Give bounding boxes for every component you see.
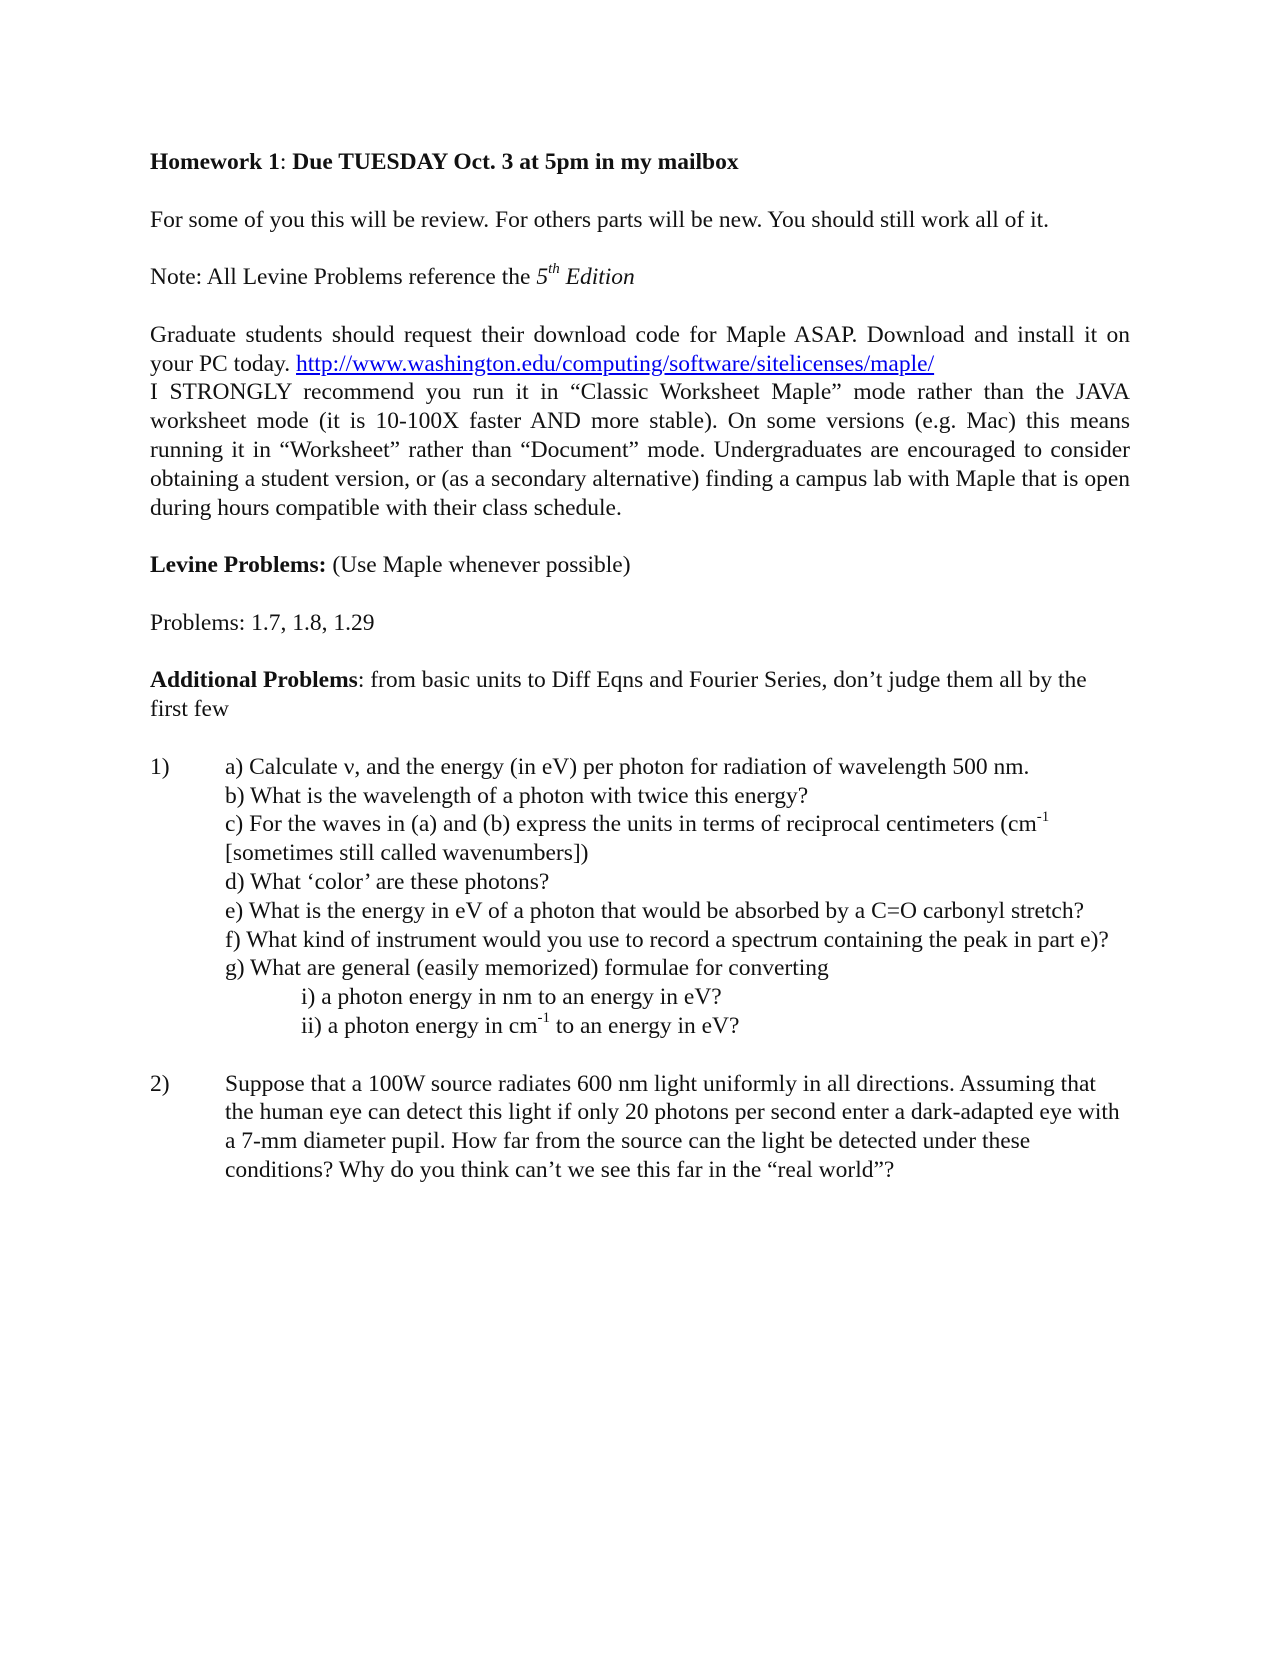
maple-paragraph: [150, 321, 1130, 523]
additional-problems: [150, 666, 1130, 724]
homework-title: [150, 148, 1130, 177]
problems-list: Problems: 1.7, 1.8, 1.29: [150, 609, 375, 636]
problem-1-number: 1): [150, 753, 170, 780]
edition-note: [150, 263, 1130, 292]
title-lead: Homework 1: [150, 149, 280, 175]
additional-text: : from basic units to Diff Eqns and Fourier Series, don’t judge them all by the first few: [150, 667, 1087, 723]
problem-2: [150, 1070, 1130, 1185]
problem-1b: b) What is the wavelength of a photon with twice this energy?: [225, 782, 809, 809]
problem-1g-i: i) a photon energy in nm to an energy in eV?: [301, 984, 722, 1011]
problem-1g-ii-sup: -1: [537, 1010, 550, 1027]
problem-1g-ii-pre: ii) a photon energy in cm: [301, 1012, 538, 1039]
maple-line1: Graduate students should request their download code for Maple ASAP. Download and install it on your PC today.: [150, 321, 1130, 377]
title-colon: :: [279, 149, 287, 175]
document-page: [150, 148, 1130, 1185]
note-num: 5: [536, 264, 549, 291]
additional-label: Additional Problems: [150, 667, 358, 694]
problem-1c-sup: -1: [1036, 808, 1050, 825]
problem-1f: f) What kind of instrument would you use to record a spectrum containing the peak in part e)?: [225, 926, 1109, 953]
problem-1g-ii: [225, 1012, 1130, 1041]
problem-1g: g) What are general (easily memorized) formulae for converting: [225, 955, 829, 982]
levine-text: (Use Maple whenever possible): [326, 552, 631, 579]
note-prefix: Note: All Levine Problems reference the: [150, 264, 537, 291]
problem-1c: [225, 810, 1130, 868]
problem-2-number: 2): [150, 1070, 170, 1097]
note-suffix: Edition: [559, 264, 635, 291]
levine-problems: [150, 551, 1130, 580]
problem-2-text: Suppose that a 100W source radiates 600 nm light uniformly in all directions. Assuming that the human eye can detect this light if only 20 photons per second enter a dark-adapted eye with a 7-mm diameter pupil. How far from the source can the light be detected under these conditions? Why do you think can’t we see this far in the “real world”?: [225, 1070, 1120, 1183]
problem-1: [150, 753, 1130, 1041]
maple-link[interactable]: http://www.washington.edu/computing/software/sitelicenses/maple/: [296, 350, 935, 377]
problem-1a: a) Calculate ν, and the energy (in eV) per photon for radiation of wavelength 500 nm.: [225, 753, 1030, 780]
levine-label: Levine Problems:: [150, 552, 327, 579]
note-sup: th: [548, 261, 560, 278]
intro-text: For some of you this will be review. For others parts will be new. You should still work all of it.: [150, 206, 1050, 233]
maple-line2: I STRONGLY recommend you run it in “Classic Worksheet Maple” mode rather than the JAVA worksheet mode (it is 10-100X faster AND more stable). On some versions (e.g. Mac) this means running it in “Worksheet” rather than “Document” mode. Undergraduates are encouraged to consider obtaining a student version, or (as a secondary alternative) finding a campus lab with Maple that is open during hours compatible with their class schedule.: [150, 379, 1130, 521]
problem-1c-post: [sometimes still called wavenumbers]): [225, 840, 589, 867]
title-due: Due TUESDAY Oct. 3 at 5pm in my mailbox: [292, 149, 739, 175]
problem-1c-pre: c) For the waves in (a) and (b) express the units in terms of reciprocal centimeters (cm: [225, 811, 1037, 838]
problem-1e: e) What is the energy in eV of a photon that would be absorbed by a C=O carbonyl stretch?: [225, 897, 1085, 924]
problem-1g-ii-post: to an energy in eV?: [549, 1012, 740, 1039]
problem-1d: d) What ‘color’ are these photons?: [225, 868, 550, 895]
